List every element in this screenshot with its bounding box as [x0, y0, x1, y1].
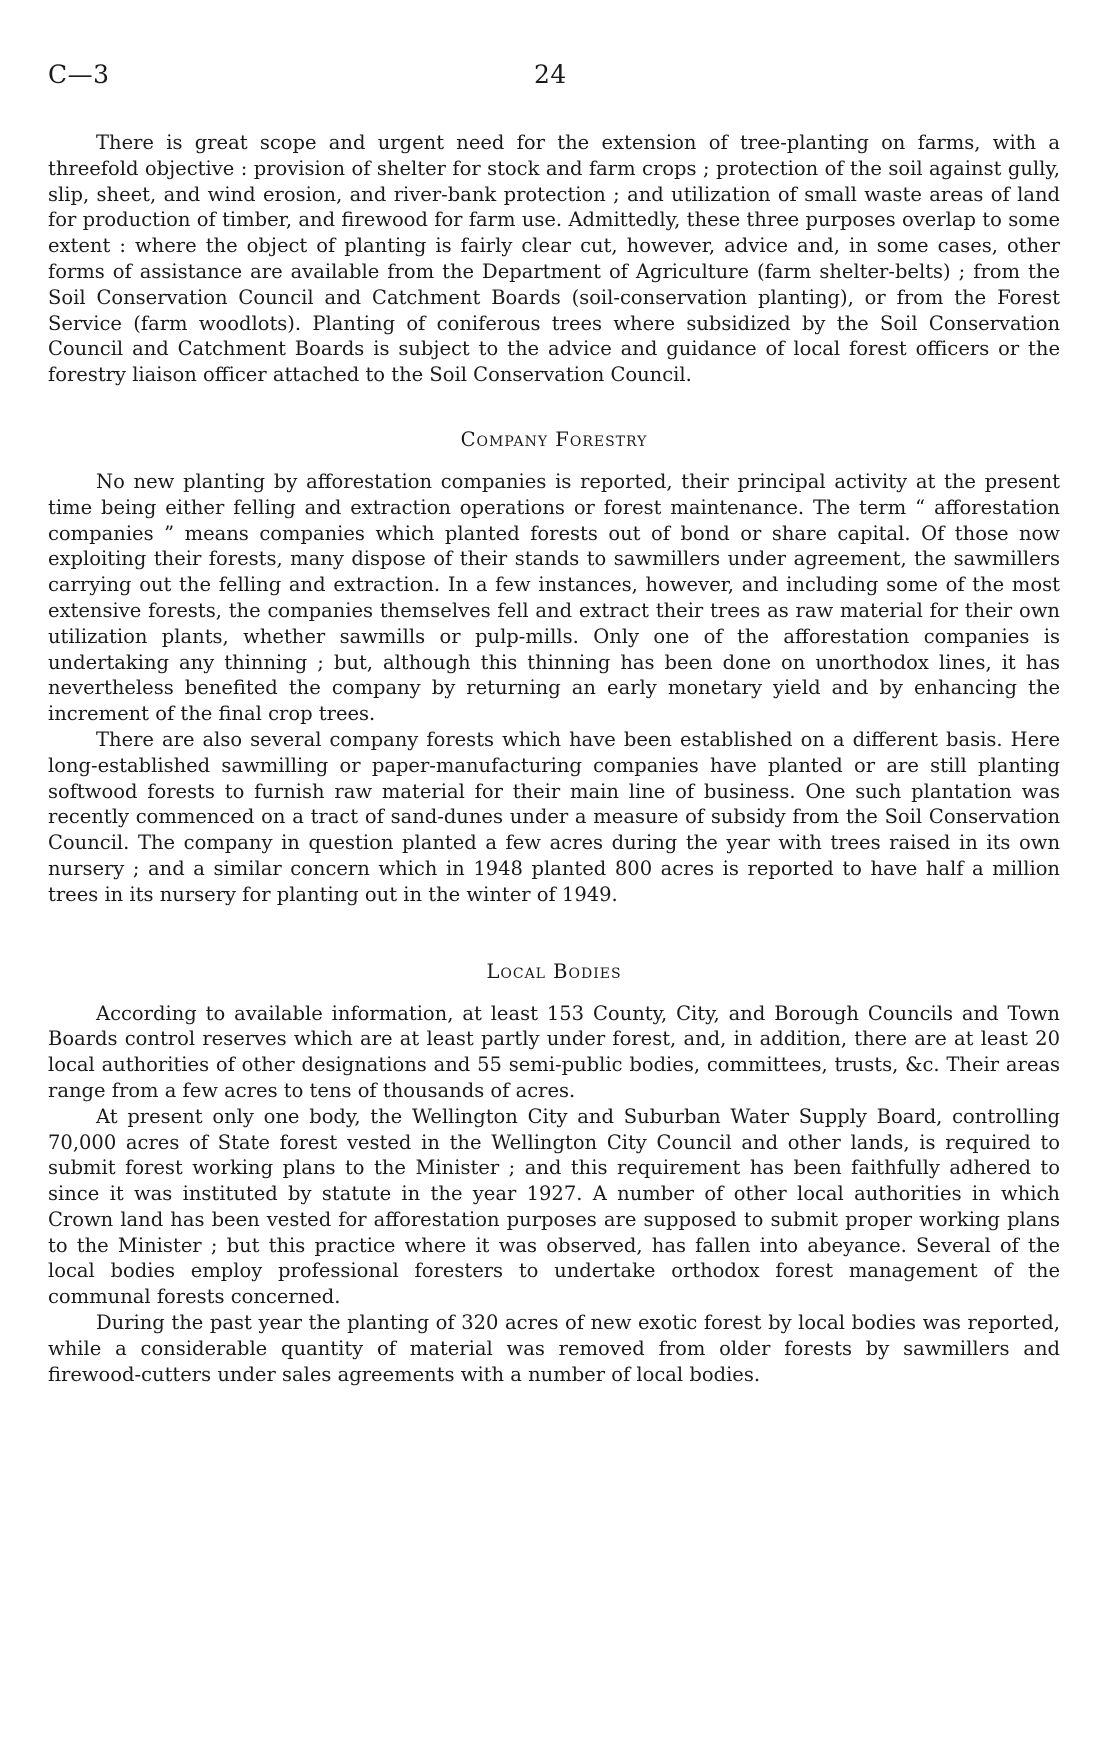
section-company-forestry — [48, 428, 1060, 908]
paragraph: No new planting by afforestation companies is reported, their principal activity at the present time being either felling and extraction operations or forest maintenance. The term “ afforestation companies ” means companies which planted forests out of bond or share capital. Of those now exploiting their forests, many dispose of their stands to sawmillers under agreement, the sawmillers carrying out the felling and extraction. In a few instances, however, and including some of the most extensive forests, the companies themselves fell and extract their trees as raw material for their own utilization plants, whether sawmills or pulp-mills. Only one of the afforestation companies is undertaking any thinning ; but, although this thinning has been done on unorthodox lines, it has nevertheless benefited the company by returning an early monetary yield and by enhancing the increment of the final crop trees. — [48, 469, 1060, 726]
section-heading: Local Bodies — [486, 959, 622, 983]
paragraph: At present only one body, the Wellington City and Suburban Water Supply Board, controlling 70,000 acres of State forest vested in the Wellington City Council and other lands, is required to submit forest working plans to the Minister ; and this requirement has been faithfully adhered to since it was instituted by statute in the year 1927. A number of other local authorities in which Crown land has been vested for afforestation purposes are supposed to submit proper working plans to the Minister ; but this practice where it was observed, has fallen into abeyance. Several of the local bodies employ professional foresters to undertake orthodox forest management of the communal forests concerned. — [48, 1104, 1060, 1309]
document-page — [48, 60, 1060, 1387]
paragraph: According to available information, at least 153 County, City, and Borough Councils and Town Boards control reserves which are at least partly under forest, and, in addition, there are at least 20 local authorities of other designations and 55 semi-public bodies, committees, trusts, &c. Their areas range from a few acres to tens of thousands of acres. — [48, 1001, 1060, 1102]
paragraph: There are also several company forests which have been established on a different basis. Here long-established sawmilling or paper-manufacturing companies have planted or are still planting softwood forests to furnish raw material for their main line of business. One such plantation was recently commenced on a tract of sand-dunes under a measure of subsidy from the Soil Conservation Council. The company in question planted a few acres during the year with trees raised in its own nursery ; and a similar concern which in 1948 planted 800 acres is reported to have half a million trees in its nursery for planting out in the winter of 1949. — [48, 727, 1060, 906]
paragraph: There is great scope and urgent need for the extension of tree-planting on farms, with a threefold objective : provision of shelter for stock and farm crops ; protection of the soil against gully, slip, sheet, and wind erosion, and river-bank protection ; and utilization of small waste areas of land for production of timber, and firewood for farm use. Admittedly, these three purposes overlap to some extent : where the object of planting is fairly clear cut, however, advice and, in some cases, other forms of assistance are available from the Department of Agriculture (farm shelter-belts) ; from the Soil Conservation Council and Catchment Boards (soil-conservation planting), or from the Forest Service (farm woodlots). Planting of coniferous trees where subsidized by the Soil Conservation Council and Catchment Boards is subject to the advice and guidance of local forest officers or the forestry liaison officer attached to the Soil Conservation Council. — [48, 131, 1060, 387]
section-heading: Company Forestry — [460, 427, 648, 451]
section-farm-planting — [48, 130, 1060, 388]
paragraph: During the past year the planting of 320 acres of new exotic forest by local bodies was reported, while a considerable quantity of material was removed from older forests by sawmillers and firewood-cutters under sales agreements with a number of local bodies. — [48, 1311, 1060, 1386]
section-local-bodies — [48, 960, 1060, 1388]
document-reference: C—3 — [48, 60, 110, 89]
page-header — [48, 60, 1060, 100]
page-number: 24 — [534, 60, 567, 89]
